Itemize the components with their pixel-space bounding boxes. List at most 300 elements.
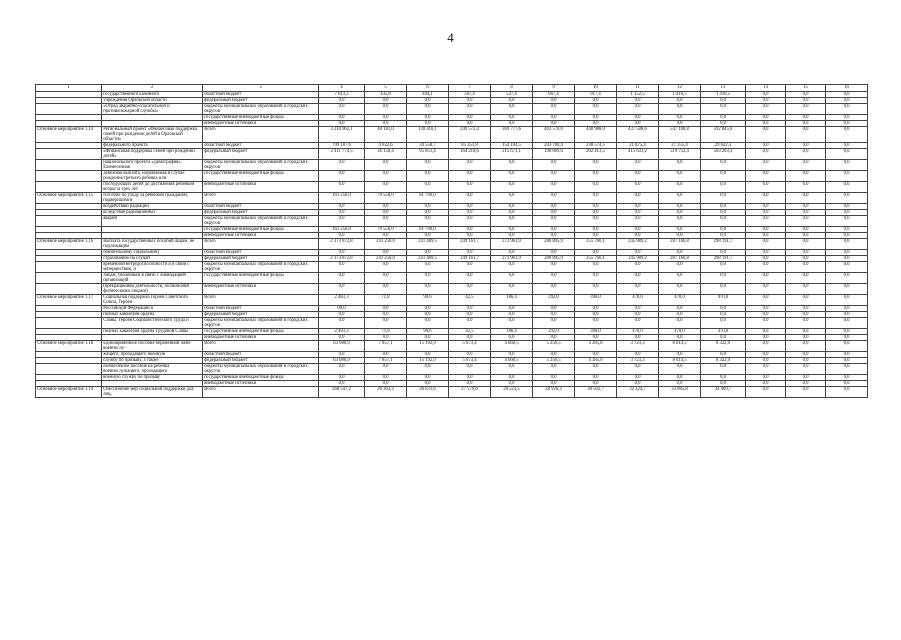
amount-cell: 5 673,4 (449, 341, 491, 352)
amount-cell: 0,0 (365, 216, 407, 227)
amount-cell: 0,0 (533, 381, 575, 387)
amount-cell: 164 218,6 (449, 149, 491, 160)
amount-cell: 0,0 (407, 182, 449, 193)
amount-cell: 0,0 (617, 104, 659, 115)
amount-cell: 0,0 (533, 204, 575, 210)
amount-cell: 0,0 (319, 318, 365, 329)
amount-cell: 1 410,5 (701, 92, 746, 98)
amount-cell: 470,0 (659, 329, 701, 335)
amount-cell: 154 104,5 (491, 143, 533, 149)
amount-cell: 0,0 (786, 341, 826, 352)
amount-cell: 0,0 (826, 182, 868, 193)
amount-cell: 0,0 (449, 318, 491, 329)
amount-cell: 0,0 (701, 104, 746, 115)
amount-cell: 0,0 (575, 182, 617, 193)
amount-cell: 0,0 (449, 171, 491, 182)
table-row (36, 160, 868, 171)
amount-cell: 0,0 (365, 171, 407, 182)
amount-cell: 0,0 (617, 98, 659, 104)
amount-cell: 0,0 (617, 216, 659, 227)
amount-cell: 0,0 (491, 98, 533, 104)
amount-cell: 4 022,6 (365, 143, 407, 149)
activity-description: полных кавалеров ордена (102, 312, 203, 318)
amount-cell: 0,0 (659, 381, 701, 387)
table-row (36, 182, 868, 193)
amount-cell: 0,0 (617, 312, 659, 318)
amount-cell: 0,0 (659, 98, 701, 104)
amount-cell: 241 250,0 (365, 256, 407, 262)
amount-cell: 0,0 (786, 335, 826, 341)
table-row (36, 262, 868, 273)
amount-cell: 241 489,5 (407, 256, 449, 262)
amount-cell: 0,0 (826, 216, 868, 227)
activity-number (36, 104, 102, 115)
amount-cell: 0,0 (407, 104, 449, 115)
activity-number: Основное мероприятие 1.16 (36, 239, 102, 250)
activity-description: «Отряд аварийно-спасательной и противопожарной службы» (102, 104, 203, 115)
amount-cell: 0,0 (319, 284, 365, 295)
amount-cell: 0,0 (491, 306, 533, 312)
amount-cell: 0,0 (533, 121, 575, 127)
amount-cell: 0,0 (701, 262, 746, 273)
amount-cell: 95 851,4 (407, 149, 449, 160)
amount-cell: 3 723,3 (617, 341, 659, 352)
amount-cell: 0,0 (701, 204, 746, 210)
amount-cell: 0,0 (786, 284, 826, 295)
activity-description: обязательному социальному (102, 250, 203, 256)
amount-cell: 435,8 (365, 92, 407, 98)
activity-number (36, 262, 102, 273)
amount-cell: 0,0 (746, 204, 786, 210)
amount-cell: 470,0 (617, 295, 659, 306)
amount-cell: 0,0 (786, 352, 826, 358)
amount-cell: 0,0 (319, 375, 365, 381)
activity-description: службу по призыву, а также (102, 358, 203, 364)
amount-cell: 0,0 (826, 295, 868, 306)
activity-description: лицам, уволенным в связи с ликвидацией организаций (102, 273, 203, 284)
amount-cell: 0,0 (826, 143, 868, 149)
amount-cell: 2 483,3 (319, 329, 365, 335)
amount-cell: 0,0 (786, 98, 826, 104)
amount-cell: 0,0 (491, 312, 533, 318)
amount-cell: 0,0 (701, 227, 746, 233)
table-row (36, 171, 868, 182)
amount-cell: 0,0 (786, 204, 826, 210)
activity-description: федерального проекта (102, 143, 203, 149)
amount-cell: 0,0 (449, 306, 491, 312)
amount-cell: 186,4 (491, 295, 533, 306)
amount-cell: 0,0 (575, 352, 617, 358)
amount-cell: 390,0 (575, 329, 617, 335)
funding-source: внебюджетные источники (203, 121, 319, 127)
column-number: 7 (449, 85, 491, 92)
activity-description: вследствие радиационных (102, 210, 203, 216)
funding-source: федеральный бюджет (203, 256, 319, 262)
amount-cell: 0,0 (491, 284, 533, 295)
amount-cell: 287 166,8 (659, 256, 701, 262)
column-number: 6 (407, 85, 449, 92)
amount-cell: 0,0 (826, 121, 868, 127)
amount-cell: 0,0 (701, 216, 746, 227)
amount-cell: 0,0 (786, 233, 826, 239)
amount-cell: 0,0 (617, 204, 659, 210)
activity-description: (прекращением деятельности, полномочий физическими лицами) (102, 284, 203, 295)
amount-cell: 0,0 (786, 306, 826, 312)
amount-cell: 3 723,3 (617, 358, 659, 364)
amount-cell: 0,0 (701, 210, 746, 216)
amount-cell: 0,0 (701, 335, 746, 341)
amount-cell: 203 700,4 (533, 143, 575, 149)
amount-cell: 0,0 (659, 121, 701, 127)
amount-cell: 298 191,7 (701, 256, 746, 262)
amount-cell: 0,0 (575, 171, 617, 182)
funding-source: внебюджетные источники (203, 182, 319, 193)
amount-cell: 0,0 (449, 182, 491, 193)
amount-cell: 0,0 (319, 204, 365, 210)
amount-cell: 0,0 (533, 306, 575, 312)
amount-cell: 0,0 (575, 204, 617, 210)
amount-cell: 0,0 (575, 250, 617, 256)
amount-cell: 390,0 (575, 295, 617, 306)
amount-cell: 0,0 (533, 182, 575, 193)
amount-cell: 0,0 (533, 364, 575, 375)
amount-cell: 0,0 (407, 216, 449, 227)
amount-cell: 3 210 962,1 (319, 127, 365, 143)
amount-cell: 0,0 (365, 104, 407, 115)
table-row (36, 284, 868, 295)
amount-cell: 592 845,6 (701, 127, 746, 143)
budget-table (35, 84, 868, 398)
table-row (36, 216, 868, 227)
amount-cell: 519 753,4 (659, 149, 701, 160)
amount-cell: 0,0 (746, 233, 786, 239)
amount-cell: 799 187,6 (319, 143, 365, 149)
funding-source: государственные внебюджетные фонды (203, 115, 319, 121)
amount-cell: 0,0 (365, 352, 407, 358)
amount-cell: 280 895,9 (533, 256, 575, 262)
amount-cell: 0,0 (701, 375, 746, 381)
amount-cell: 0,0 (786, 375, 826, 381)
amount-cell: 0,0 (786, 387, 826, 398)
amount-cell: 0,0 (746, 104, 786, 115)
amount-cell: 0,0 (533, 210, 575, 216)
amount-cell: 0,0 (533, 227, 575, 233)
amount-cell: 81 700,0 (407, 227, 449, 233)
amount-cell: 0,0 (407, 171, 449, 182)
amount-cell: 0,0 (491, 227, 533, 233)
amount-cell: 186,4 (491, 329, 533, 335)
activity-description: Региональный проект «Финансовая поддержка семей при рождении детей в Орловской области» (102, 127, 203, 143)
column-number: 10 (575, 85, 617, 92)
amount-cell: 0,0 (659, 227, 701, 233)
amount-cell: 161 250,0 (319, 193, 365, 204)
amount-cell: 440 988,0 (575, 127, 617, 143)
amount-cell: 0,0 (701, 233, 746, 239)
amount-cell: 0,0 (449, 352, 491, 358)
amount-cell: 0,0 (575, 375, 617, 381)
amount-cell: 0,0 (701, 284, 746, 295)
amount-cell: 0,0 (407, 210, 449, 216)
amount-cell: 40 181,0 (365, 127, 407, 143)
amount-cell: 0,0 (449, 250, 491, 256)
amount-cell: 0,0 (449, 98, 491, 104)
amount-cell: 0,0 (786, 358, 826, 364)
amount-cell: 0,0 (826, 250, 868, 256)
amount-cell: 0,0 (746, 387, 786, 398)
amount-cell: 667,4 (533, 92, 575, 98)
amount-cell: 0,0 (659, 115, 701, 121)
amount-cell: 0,0 (746, 312, 786, 318)
amount-cell: 0,0 (659, 250, 701, 256)
amount-cell: 0,0 (491, 182, 533, 193)
amount-cell: 0,0 (617, 306, 659, 312)
amount-cell: 0,0 (319, 262, 365, 273)
activity-description: Выплата государственных пособий лицам, не подлежащим (102, 239, 203, 250)
amount-cell: 8 322,9 (701, 341, 746, 352)
amount-cell: 0,0 (407, 335, 449, 341)
amount-cell: 90,6 (407, 329, 449, 335)
amount-cell: 0,0 (319, 104, 365, 115)
activity-description: Славы, Героев Социалистического Труда и (102, 318, 203, 329)
amount-cell: 0,0 (701, 312, 746, 318)
amount-cell: 0,0 (365, 262, 407, 273)
amount-cell: 4 385,8 (575, 341, 617, 352)
column-number: 8 (491, 85, 533, 92)
amount-cell: 0,0 (319, 352, 365, 358)
amount-cell: 0,0 (407, 381, 449, 387)
amount-cell: 0,0 (701, 121, 746, 127)
column-number: 9 (533, 85, 575, 92)
amount-cell: 0,0 (659, 182, 701, 193)
amount-cell: 0,0 (407, 306, 449, 312)
funding-source: областной бюджет (203, 92, 319, 98)
amount-cell: 0,0 (533, 104, 575, 115)
activity-description: страхованию на случай (102, 256, 203, 262)
funding-source: бюджеты муниципальных образований и городских округов (203, 216, 319, 227)
amount-cell: 0,0 (533, 273, 575, 284)
amount-cell: 81 700,0 (407, 193, 449, 204)
amount-cell: 0,0 (746, 227, 786, 233)
amount-cell: 15 192,9 (407, 358, 449, 364)
funding-source: государственные внебюджетные фонды (203, 171, 319, 182)
amount-cell: 563 203,3 (701, 149, 746, 160)
amount-cell: 0,0 (746, 250, 786, 256)
amount-cell: 0,0 (319, 98, 365, 104)
page-number: 4 (447, 30, 454, 45)
amount-cell: 0,0 (533, 98, 575, 104)
amount-cell: 0,0 (575, 284, 617, 295)
funding-source: бюджеты муниципальных образований и городских округов (203, 160, 319, 171)
amount-cell: 0,0 (659, 193, 701, 204)
amount-cell: 0,0 (617, 381, 659, 387)
amount-cell: 5 673,4 (449, 358, 491, 364)
amount-cell: 7 613,2 (319, 92, 365, 98)
amount-cell: 26 363,3 (365, 387, 407, 398)
amount-cell: 215 673,1 (491, 149, 533, 160)
amount-cell: 437 508,6 (617, 127, 659, 143)
amount-cell: 241 489,5 (407, 239, 449, 250)
activity-number: Основное мероприятие 1.14 (36, 127, 102, 143)
amount-cell: 0,0 (701, 352, 746, 358)
amount-cell: 287 166,8 (659, 239, 701, 250)
table-row (36, 149, 868, 160)
amount-cell: 0,0 (575, 364, 617, 375)
amount-cell: 0,0 (826, 92, 868, 98)
amount-cell: 0,0 (533, 262, 575, 273)
funding-source: федеральный бюджет (203, 358, 319, 364)
amount-cell: 130 410,1 (407, 127, 449, 143)
activity-number: Основное мероприятие 1.18 (36, 341, 102, 352)
amount-cell: 0,0 (407, 204, 449, 210)
amount-cell: 0,0 (659, 204, 701, 210)
amount-cell: 298 191,7 (701, 239, 746, 250)
amount-cell: 0,0 (449, 193, 491, 204)
amount-cell: 5 256,5 (533, 358, 575, 364)
amount-cell: 0,0 (449, 204, 491, 210)
amount-cell: 0,0 (449, 273, 491, 284)
amount-cell: 0,0 (786, 318, 826, 329)
amount-cell: 0,0 (533, 284, 575, 295)
funding-source: областной бюджет (203, 204, 319, 210)
amount-cell: 0,0 (407, 121, 449, 127)
amount-cell: 0,0 (826, 284, 868, 295)
activity-number (36, 149, 102, 160)
amount-cell: 0,0 (365, 375, 407, 381)
amount-cell: 0,0 (786, 127, 826, 143)
amount-cell: 0,0 (617, 318, 659, 329)
amount-cell: 0,0 (575, 193, 617, 204)
amount-cell: 0,0 (746, 239, 786, 250)
amount-cell: 79 550,0 (365, 227, 407, 233)
amount-cell: 0,0 (575, 216, 617, 227)
amount-cell: 1 152,5 (617, 92, 659, 98)
amount-cell: 0,0 (575, 98, 617, 104)
amount-cell: 0,0 (826, 256, 868, 262)
amount-cell: 71,8 (365, 295, 407, 306)
amount-cell: 0,0 (365, 318, 407, 329)
amount-cell: 0,0 (449, 227, 491, 233)
amount-cell: 0,0 (491, 250, 533, 256)
amount-cell: 0,0 (826, 375, 868, 381)
amount-cell: 369 777,6 (491, 127, 533, 143)
amount-cell: 0,0 (746, 98, 786, 104)
amount-cell: 0,0 (533, 216, 575, 227)
amount-cell: 0,0 (746, 182, 786, 193)
amount-cell: 0,0 (407, 250, 449, 256)
amount-cell: 0,0 (617, 121, 659, 127)
amount-cell: 245 989,2 (617, 239, 659, 250)
amount-cell: 0,0 (701, 318, 746, 329)
amount-cell: 0,0 (407, 98, 449, 104)
amount-cell: 0,0 (533, 171, 575, 182)
amount-cell: 0,0 (786, 329, 826, 335)
funding-source: бюджеты муниципальных образований и городских округов (203, 364, 319, 375)
funding-source: федеральный бюджет (203, 149, 319, 160)
amount-cell: 0,0 (407, 262, 449, 273)
amount-cell: 0,0 (659, 273, 701, 284)
amount-cell: 0,0 (575, 104, 617, 115)
amount-cell: 42,5 (449, 295, 491, 306)
amount-cell: 2 373 872,8 (319, 256, 365, 262)
amount-cell: 0,0 (491, 210, 533, 216)
amount-cell: 0,0 (407, 284, 449, 295)
amount-cell: 0,0 (746, 193, 786, 204)
table-row (36, 273, 868, 284)
amount-cell: 0,0 (746, 375, 786, 381)
activity-description: денежная выплата, назначаемая в случае рождения третьего ребенка или (102, 171, 203, 182)
table-row (36, 364, 868, 375)
activity-number (36, 364, 102, 375)
amount-cell: 8 322,9 (701, 358, 746, 364)
amount-cell: 0,0 (746, 358, 786, 364)
amount-cell: 0,0 (365, 121, 407, 127)
amount-cell: 21 875,4 (617, 143, 659, 149)
amount-cell: 0,0 (701, 171, 746, 182)
funding-source: бюджеты муниципальных образований и городских округов (203, 318, 319, 329)
amount-cell: 0,0 (659, 312, 701, 318)
amount-cell: 0,0 (449, 121, 491, 127)
amount-cell: 0,0 (449, 210, 491, 216)
amount-cell: 0,0 (533, 352, 575, 358)
amount-cell: 0,0 (365, 335, 407, 341)
column-number: 2 (102, 85, 203, 92)
amount-cell: 0,0 (826, 239, 868, 250)
amount-cell: 537,4 (491, 92, 533, 98)
amount-cell: 0,0 (407, 273, 449, 284)
table-row (36, 127, 868, 143)
amount-cell: 0,0 (786, 256, 826, 262)
activity-description: государственного казенного (102, 92, 203, 98)
amount-cell: 29 642,3 (701, 143, 746, 149)
amount-cell: 7 857,1 (365, 341, 407, 352)
amount-cell: 0,0 (365, 210, 407, 216)
activity-number (36, 284, 102, 295)
amount-cell: 0,0 (575, 335, 617, 341)
amount-cell: 0,0 (826, 204, 868, 210)
amount-cell: 0,0 (746, 329, 786, 335)
funding-source: федеральный бюджет (203, 210, 319, 216)
amount-cell: 0,0 (659, 216, 701, 227)
amount-cell: 0,0 (826, 358, 868, 364)
column-number: 14 (746, 85, 786, 92)
amount-cell: 0,0 (533, 318, 575, 329)
amount-cell: 587,4 (449, 92, 491, 98)
activity-number (36, 273, 102, 284)
amount-cell: 0,0 (407, 160, 449, 171)
activity-description: Пособие по уходу за ребенком гражданам, подвергшимся (102, 193, 203, 204)
amount-cell: 34 558,7 (407, 143, 449, 149)
amount-cell: 0,0 (365, 160, 407, 171)
amount-cell: 0,0 (449, 364, 491, 375)
amount-cell: 0,0 (746, 273, 786, 284)
amount-cell: 0,0 (575, 306, 617, 312)
amount-cell: 0,0 (826, 233, 868, 239)
amount-cell: 255 766,1 (575, 239, 617, 250)
amount-cell: 0,0 (701, 306, 746, 312)
amount-cell: 0,0 (617, 115, 659, 121)
amount-cell: 0,0 (659, 335, 701, 341)
amount-cell: 0,0 (449, 262, 491, 273)
amount-cell: 0,0 (659, 171, 701, 182)
amount-cell: 0,0 (575, 227, 617, 233)
amount-cell: 42,5 (449, 329, 491, 335)
amount-cell: 0,0 (786, 250, 826, 256)
amount-cell: 4 660,5 (491, 358, 533, 364)
amount-cell: 0,0 (786, 115, 826, 121)
amount-cell: 0,0 (746, 143, 786, 149)
amount-cell: 0,0 (659, 364, 701, 375)
amount-cell: 0,0 (659, 210, 701, 216)
